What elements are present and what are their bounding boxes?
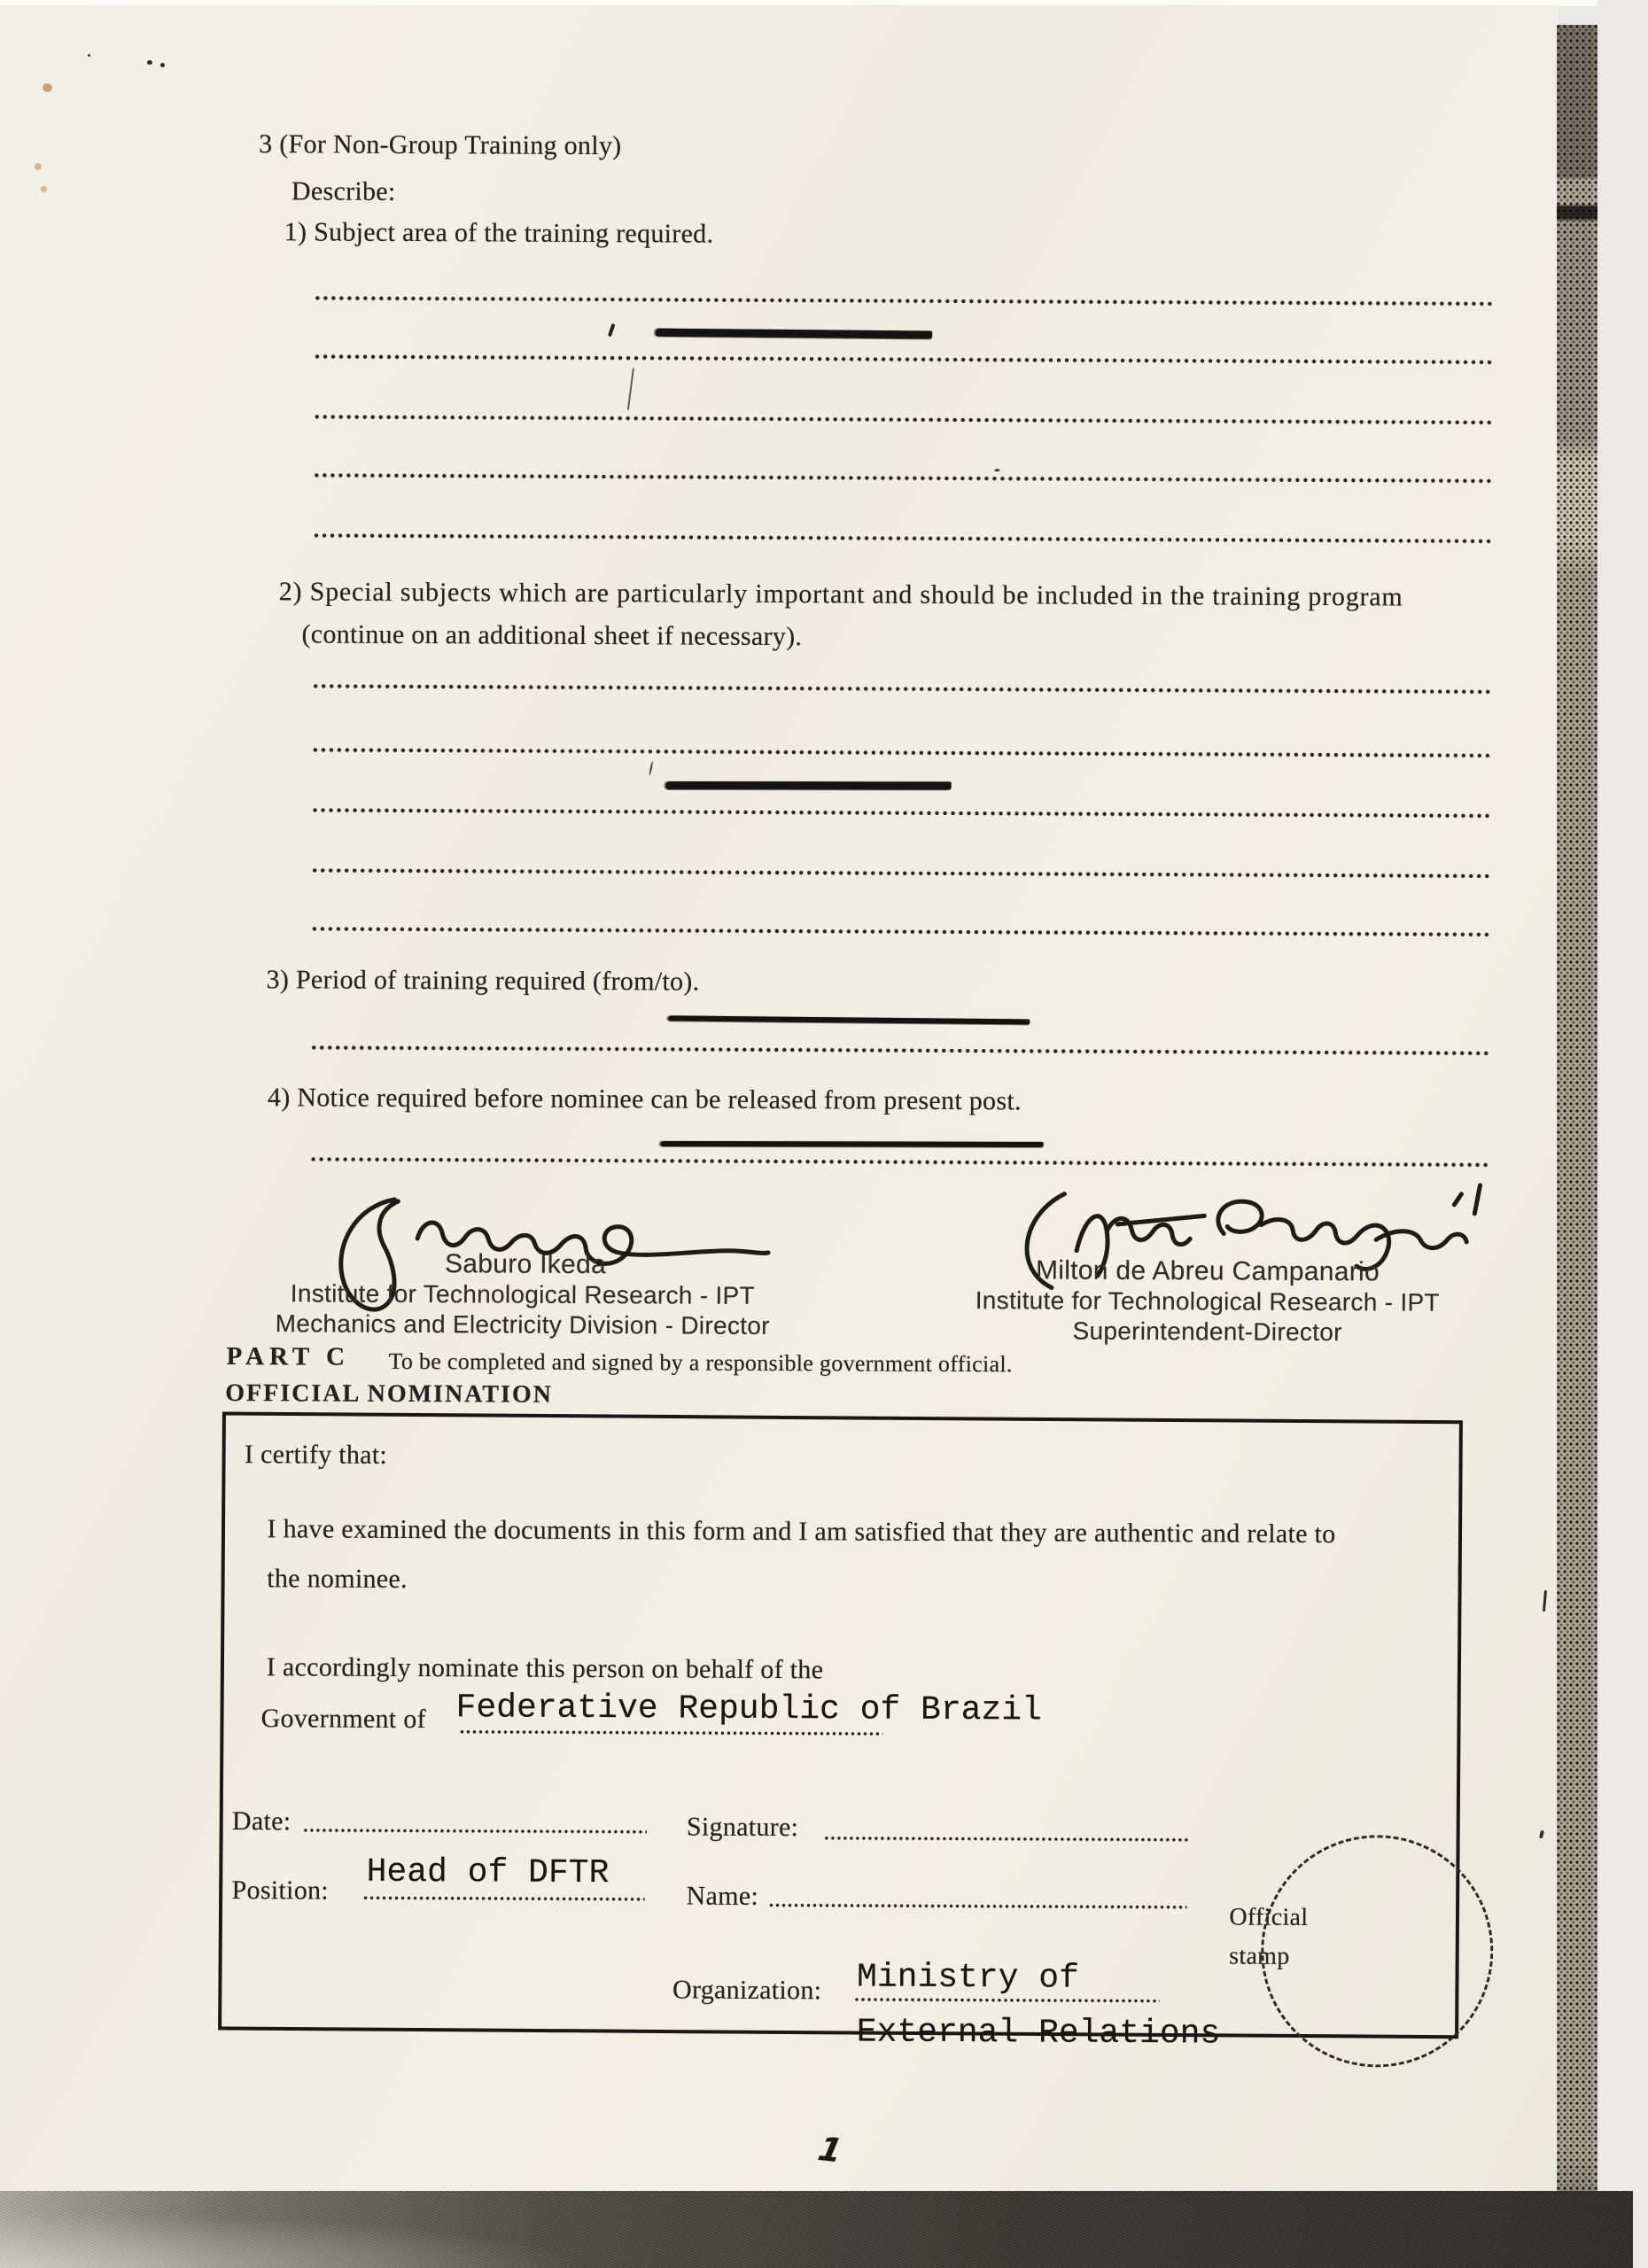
dotted-line	[314, 353, 1494, 365]
part-c-label: PART C	[226, 1341, 351, 1371]
organization-label: Organization:	[672, 1975, 822, 2006]
official-stamp-note-line2: stamp	[1229, 1942, 1290, 1970]
signatory-left-name: Saburo Ikeda	[444, 1249, 607, 1280]
item2-label-line1: 2) Special subjects which are particularly important and should be included in the training program	[278, 577, 1403, 612]
dotted-line	[314, 414, 1494, 425]
dotted-line	[311, 867, 1491, 879]
item4-label: 4) Notice required before nominee can be released from present post.	[267, 1083, 1022, 1116]
position-label: Position:	[231, 1876, 330, 1906]
dotted-line	[312, 807, 1492, 819]
signatory-right-name: Milton de Abreu Campanario	[1035, 1255, 1380, 1287]
signatory-left-title: Mechanics and Electricity Division - Director	[275, 1309, 770, 1340]
scan-artifact-scratch	[627, 368, 634, 410]
certify-line1: I have examined the documents in this form and I am satisfied that they are authentic and relate to	[267, 1514, 1336, 1550]
part-c-instruction: To be completed and signed by a responsible government official.	[388, 1348, 1013, 1378]
dotted-line	[313, 472, 1493, 484]
describe-label: Describe:	[291, 176, 396, 206]
signatory-right-title: Superintendent-Director	[1072, 1317, 1342, 1347]
government-of-value: Federative Republic of Brazil	[455, 1689, 1042, 1730]
position-value: Head of DFTR	[366, 1852, 610, 1893]
signature-label: Signature:	[686, 1812, 799, 1843]
crossed-out-entry	[668, 1015, 1030, 1024]
crossed-out-entry	[666, 781, 952, 789]
official-nomination-heading: OFFICIAL NOMINATION	[225, 1379, 554, 1409]
organization-value-line2: External Relations	[856, 2013, 1221, 2054]
date-label: Date:	[231, 1806, 292, 1837]
nominate-line: I accordingly nominate this person on behalf of the	[266, 1652, 824, 1685]
dotted-line	[313, 532, 1493, 544]
government-of-label: Government of	[260, 1704, 426, 1735]
dotted-line	[311, 926, 1491, 937]
certify-intro: I certify that:	[244, 1440, 388, 1470]
scan-artifact-mark	[608, 323, 616, 337]
organization-value-line1: Ministry of	[856, 1958, 1080, 1998]
handwritten-page-number: 1	[814, 2130, 846, 2171]
dotted-line	[312, 747, 1492, 758]
signatory-left-org: Institute for Technological Research - IPT	[290, 1279, 755, 1309]
dotted-line	[312, 683, 1492, 695]
dotted-line	[310, 1156, 1490, 1168]
certify-line2: the nominee.	[267, 1564, 408, 1594]
signatory-right-org: Institute for Technological Research - IPT	[975, 1286, 1440, 1317]
item2-label-line2: (continue on an additional sheet if necessary).	[301, 619, 803, 652]
scan-artifact-mark	[649, 761, 653, 775]
name-label: Name:	[686, 1881, 759, 1911]
dotted-line	[310, 1045, 1490, 1056]
dotted-line	[314, 295, 1494, 307]
ink-speck	[994, 469, 999, 471]
section3-heading: 3 (For Non-Group Training only)	[259, 129, 622, 161]
crossed-out-entry	[656, 329, 932, 339]
official-stamp-circle	[1261, 1835, 1494, 2068]
item3-label: 3) Period of training required (from/to).	[266, 965, 700, 997]
official-stamp-note-line1: Official	[1229, 1903, 1309, 1931]
item1-label: 1) Subject area of the training required.	[284, 217, 714, 249]
crossed-out-entry	[661, 1141, 1044, 1147]
